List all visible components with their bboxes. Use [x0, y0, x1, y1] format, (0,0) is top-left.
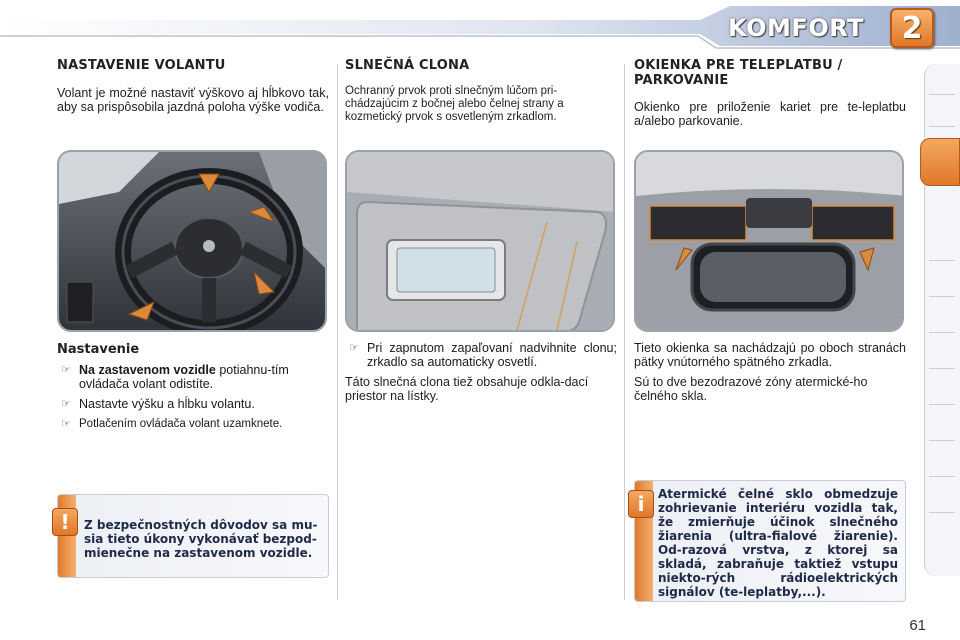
- chapter-tab[interactable]: [929, 94, 955, 95]
- sun-visor-photo: [345, 150, 615, 332]
- chapter-badge: [890, 8, 934, 48]
- column-divider: [337, 64, 338, 600]
- toll-card-section: [634, 58, 906, 128]
- step-text: Nastavte výšku a hĺbku volantu.: [79, 397, 255, 411]
- chapter-title: KOMFORT: [728, 14, 864, 42]
- info-icon: i: [628, 490, 654, 518]
- sun-visor-steps: [345, 341, 617, 369]
- list-item: [57, 363, 329, 391]
- pointing-hand-icon: ☞: [61, 418, 71, 430]
- step-bold: Na zastavenom vozidle: [79, 363, 216, 377]
- chapter-tab[interactable]: [929, 126, 955, 127]
- chapter-tab-active[interactable]: [920, 138, 960, 186]
- section-heading: SLNEČNÁ CLONA: [345, 58, 470, 73]
- chapter-tab[interactable]: [929, 476, 955, 477]
- list-item: [57, 417, 329, 431]
- location-paragraph: Tieto okienka sa nachádzajú po oboch stranách pätky vnútorného spätného zrkadla.: [634, 341, 906, 369]
- chapter-tab[interactable]: [929, 296, 955, 297]
- step-text: Pri zapnutom zapaľovaní nadvihnite clonu; zrkadlo sa automaticky osvetlí.: [367, 341, 617, 369]
- adjustment-steps: [57, 363, 329, 431]
- step-text: potiahnu-tím ovládača volant odistíte.: [79, 363, 289, 391]
- windscreen-photo: [634, 150, 904, 332]
- steering-wheel-photo: [57, 150, 327, 332]
- chapter-tab[interactable]: [929, 512, 955, 513]
- page-number: 61: [909, 617, 926, 634]
- chapter-tab[interactable]: [929, 332, 955, 333]
- section-intro: Volant je možné nastaviť výškovo aj hĺbkovo tak, aby sa prispôsobila jazdná poloha výške vodiča.: [57, 86, 329, 114]
- warning-note-text: Z bezpečnostných dôvodov sa mu-sia tieto úkony vykonávať bezpod-mienečne na zastavenom vozidle.: [84, 518, 318, 560]
- sun-visor-outro: Táto slnečná clona tiež obsahuje odkla-dací priestor na lístky.: [345, 375, 589, 403]
- chapter-tab[interactable]: [929, 404, 955, 405]
- chapter-number: 2: [901, 11, 923, 46]
- list-item: [57, 397, 329, 411]
- section-intro: Okienko pre priloženie kariet pre te-leplatbu a/alebo parkovanie.: [634, 100, 906, 128]
- pointing-hand-icon: ☞: [61, 398, 71, 410]
- zone-paragraph: Sú to dve bezodrazové zóny atermické-ho čelného skla.: [634, 375, 868, 403]
- adjustment-section: [57, 342, 329, 437]
- chapter-tab[interactable]: [929, 260, 955, 261]
- section-heading: NASTAVENIE VOLANTU: [57, 58, 226, 73]
- chapter-tab[interactable]: [929, 440, 955, 441]
- steering-wheel-section: [57, 58, 329, 114]
- column-divider: [624, 64, 625, 600]
- pointing-hand-icon: ☞: [61, 364, 71, 376]
- pointing-hand-icon: ☞: [349, 342, 359, 354]
- list-item: [345, 341, 617, 369]
- section-intro: Ochranný prvok proti slnečným lúčom pri-chádzajúcim z bočnej alebo čelnej strany a kozmetický prvok s osvetleným zrkadlom.: [345, 85, 564, 123]
- info-note-text: Atermické čelné sklo obmedzuje zohrievanie interiéru vozidla tak, že zmierňuje účinok slnečného žiarenia (ultra-fialové žiarenie). Od-razová vrstva, z ktorej sa skladá, zabraňuje taktiež vstupu niekto-rých rádioelektrických signálov (te-leplatby,...).: [658, 487, 898, 599]
- chapter-tab[interactable]: [929, 368, 955, 369]
- section-heading: OKIENKA PRE TELEPLATBU / PARKOVANIE: [634, 58, 843, 88]
- adjustment-heading: Nastavenie: [57, 342, 140, 357]
- exclamation-icon: !: [52, 508, 78, 536]
- toll-card-details: [634, 341, 906, 403]
- step-text: Potlačením ovládača volant uzamknete.: [79, 418, 283, 430]
- sun-visor-section: [345, 58, 617, 124]
- sun-visor-details: [345, 341, 617, 403]
